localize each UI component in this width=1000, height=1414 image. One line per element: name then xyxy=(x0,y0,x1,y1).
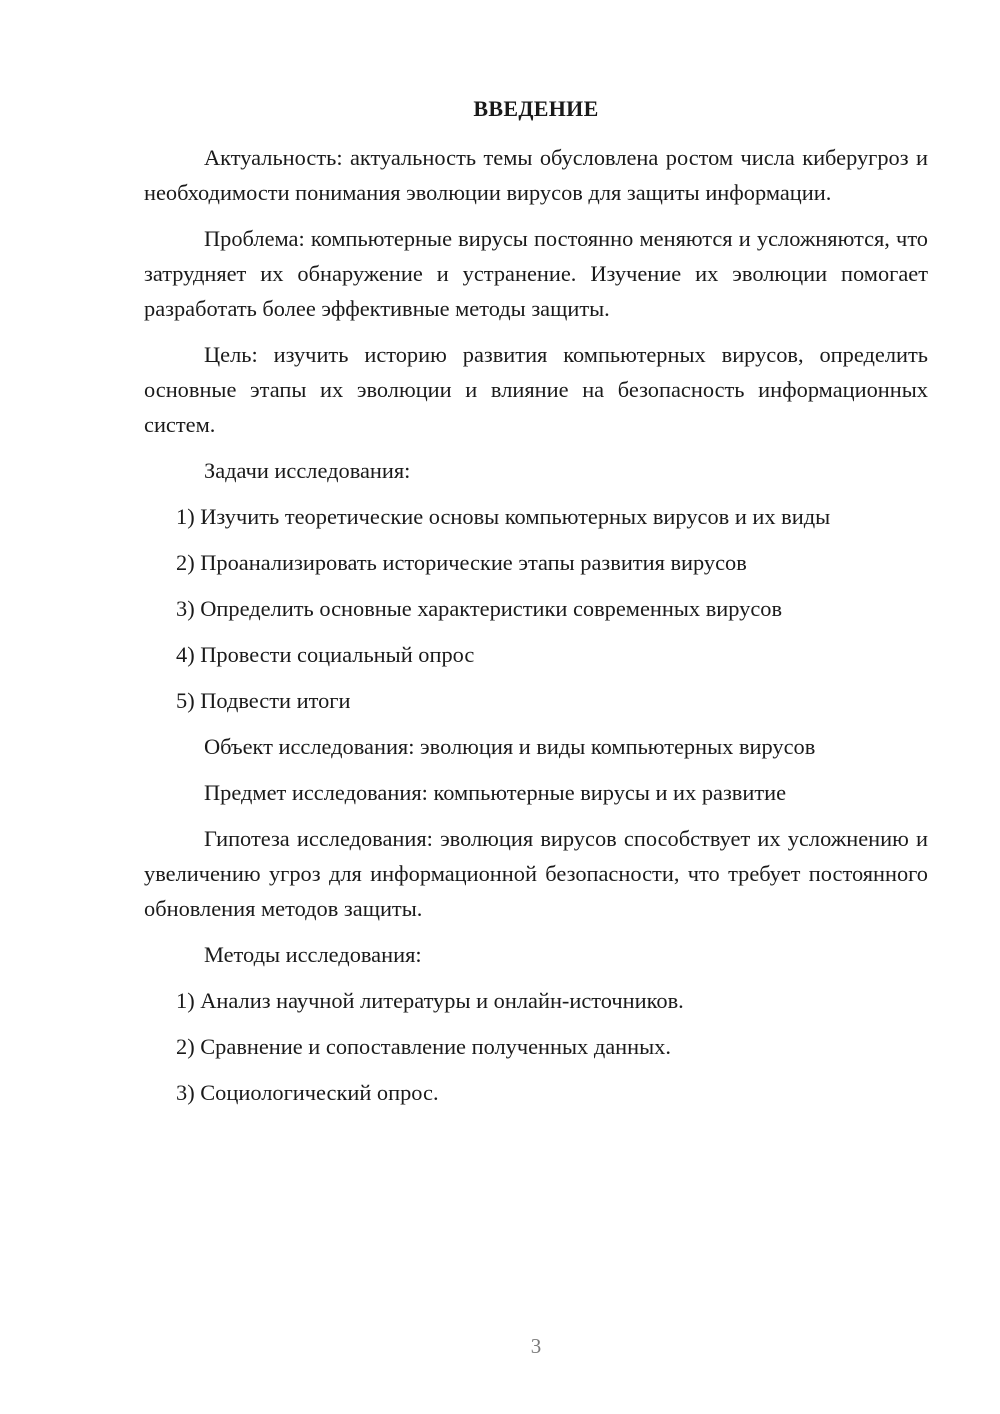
hypothesis-paragraph: Гипотеза исследования: эволюция вирусов способствует их усложнению и увеличению угроз для информационной безопасности, что требует постоянного обновления методов защиты. xyxy=(144,826,928,921)
page-title: ВВЕДЕНИЕ xyxy=(473,96,599,121)
goal-paragraph: Цель: изучить историю развития компьютерных вирусов, определить основные этапы их эволюции и влияние на безопасность информационных систем. xyxy=(144,342,928,437)
relevance-paragraph: Актуальность: актуальность темы обусловлена ростом числа киберугроз и необходимости понимания эволюции вирусов для защиты информации. xyxy=(144,145,928,205)
list-item: 1) Анализ научной литературы и онлайн-источников. xyxy=(176,988,684,1013)
object-line: Объект исследования: эволюция и виды компьютерных вирусов xyxy=(204,734,816,759)
list-item: 4) Провести социальный опрос xyxy=(176,642,475,667)
tasks-heading: Задачи исследования: xyxy=(204,458,411,483)
tasks-list xyxy=(144,499,928,718)
problem-paragraph: Проблема: компьютерные вирусы постоянно меняются и усложняются, что затрудняет их обнаружение и устранение. Изучение их эволюции помогает разработать более эффективные методы защиты. xyxy=(144,226,928,321)
methods-heading: Методы исследования: xyxy=(204,942,422,967)
subject-line: Предмет исследования: компьютерные вирусы и их развитие xyxy=(204,780,787,805)
page-number: 3 xyxy=(530,1334,542,1358)
document-body xyxy=(144,140,928,1121)
list-item: 2) Проанализировать исторические этапы развития вирусов xyxy=(176,550,747,575)
list-item: 1) Изучить теоретические основы компьютерных вирусов и их виды xyxy=(176,504,831,529)
list-item: 2) Сравнение и сопоставление полученных данных. xyxy=(176,1034,671,1059)
list-item: 5) Подвести итоги xyxy=(176,688,351,713)
list-item: 3) Определить основные характеристики современных вирусов xyxy=(176,596,783,621)
methods-list xyxy=(144,983,928,1110)
list-item: 3) Социологический опрос. xyxy=(176,1080,439,1105)
